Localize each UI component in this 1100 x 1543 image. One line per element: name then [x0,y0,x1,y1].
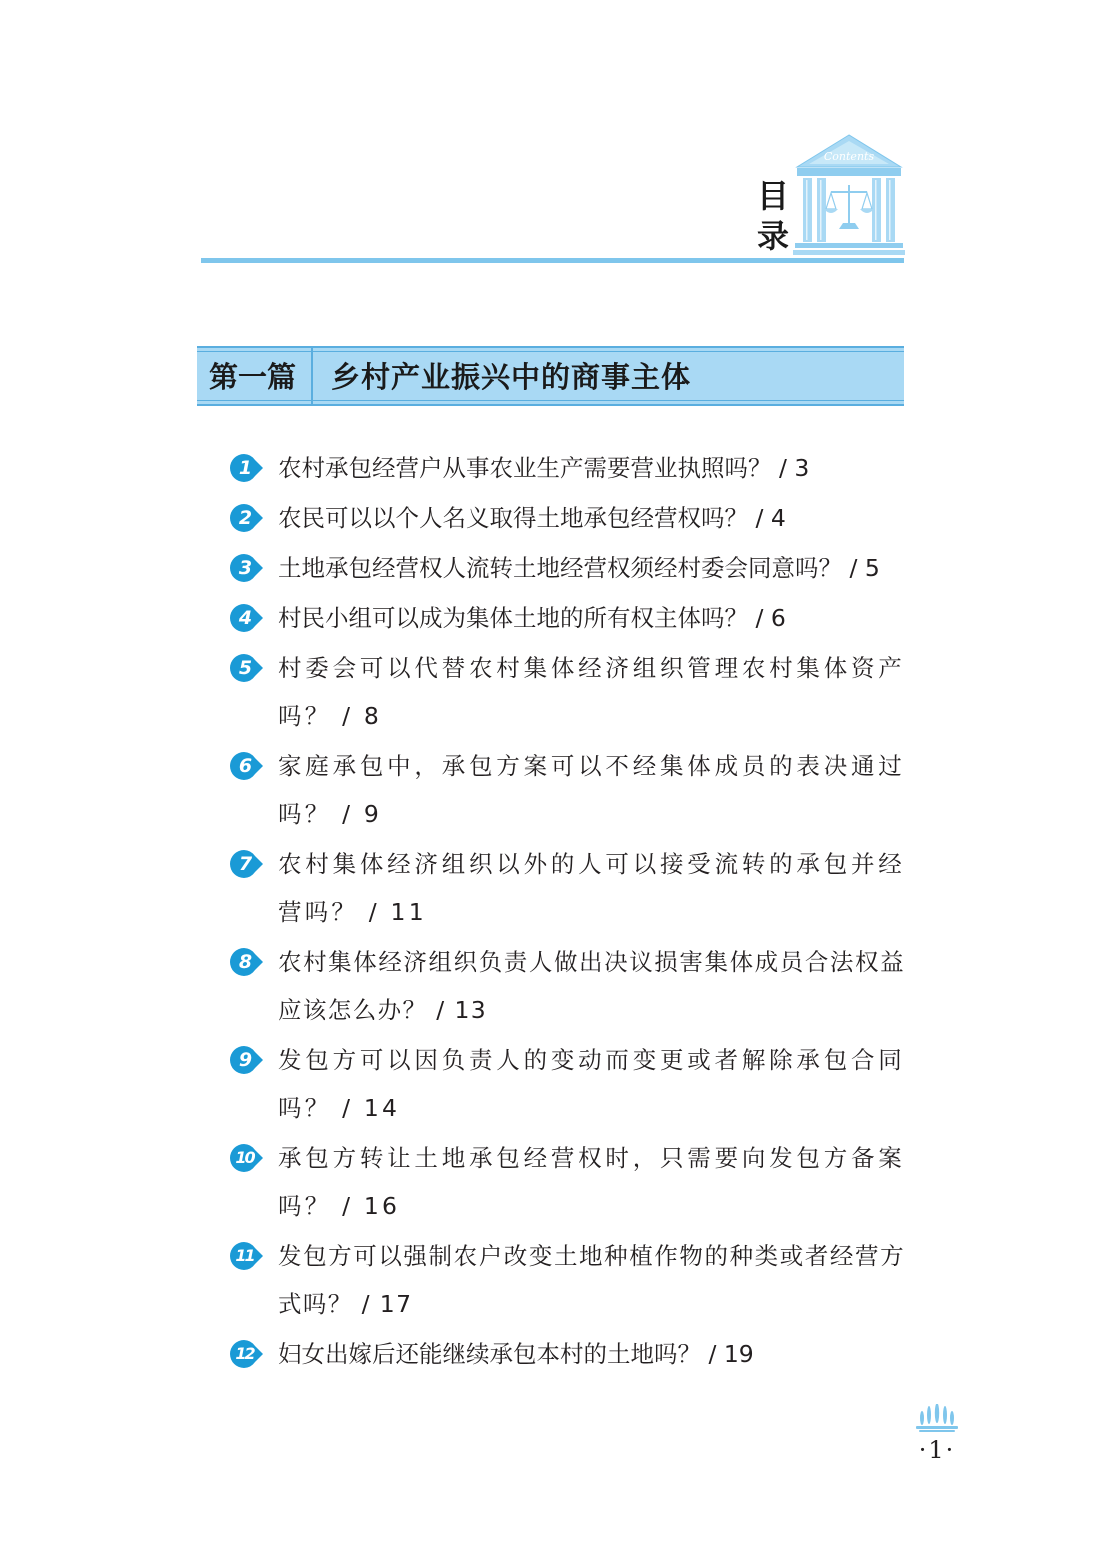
item-text: 发包方可以因负责人的变动而变更或者解除承包合同吗？ / 14 [278,1046,905,1122]
item-text: 村委会可以代替农村集体经济组织管理农村集体资产吗？ / 8 [278,654,905,730]
item-number: 11 [235,1246,254,1265]
number-badge-icon [230,553,264,583]
item-number: 3 [238,557,251,579]
page-number: ·1· [918,1436,956,1464]
item-number: 10 [235,1148,254,1167]
item-text: 承包方转让土地承包经营权时，只需要向发包方备案吗？ / 16 [278,1144,905,1220]
toc-item[interactable] [230,840,905,936]
logo-text: Contents [823,150,875,163]
item-number: 4 [238,607,251,629]
item-number: 12 [235,1344,254,1363]
number-badge-icon [230,947,264,977]
item-number: 2 [238,507,251,529]
toc-list [230,444,905,1380]
item-text: 农村集体经济组织以外的人可以接受流转的承包并经营吗？ / 11 [278,850,905,926]
toc-item[interactable] [230,494,905,542]
number-badge-icon [230,849,264,879]
toc-item[interactable] [230,444,905,492]
item-text: 土地承包经营权人流转土地经营权须经村委会同意吗？ / 5 [278,554,880,582]
toc-item[interactable] [230,594,905,642]
item-text: 农村承包经营户从事农业生产需要营业执照吗？ / 3 [278,454,810,482]
part-title: 乡村产业振兴中的商事主体 [331,360,692,394]
toc-item[interactable] [230,544,905,592]
part-header-bar [197,346,904,406]
item-number: 6 [238,755,251,777]
part-divider [311,348,313,404]
item-number: 5 [238,657,251,679]
number-badge-icon [230,1241,264,1271]
toc-title [754,176,792,256]
part-label: 第一篇 [209,360,297,394]
item-text: 妇女出嫁后还能继续承包本村的土地吗？ / 19 [278,1340,754,1368]
number-badge-icon [230,751,264,781]
wheat-ornament-icon [914,1404,960,1434]
number-badge-icon [230,1045,264,1075]
number-badge-icon [230,1339,264,1369]
toc-item[interactable] [230,1134,905,1230]
toc-item[interactable] [230,1232,905,1328]
toc-item[interactable] [230,1036,905,1132]
number-badge-icon [230,653,264,683]
number-badge-icon [230,603,264,633]
toc-item[interactable] [230,742,905,838]
item-text: 农村集体经济组织负责人做出决议损害集体成员合法权益应该怎么办？ / 13 [278,948,905,1024]
number-badge-icon [230,503,264,533]
item-number: 7 [238,853,251,875]
item-text: 发包方可以强制农户改变土地种植作物的种类或者经营方式吗？ / 17 [278,1242,905,1318]
toc-item[interactable] [230,938,905,1034]
item-text: 家庭承包中，承包方案可以不经集体成员的表决通过吗？ / 9 [278,752,905,828]
item-number: 1 [238,457,251,479]
number-badge-icon [230,1143,264,1173]
toc-item[interactable] [230,1330,905,1378]
item-number: 8 [238,951,251,973]
toc-item[interactable] [230,644,905,740]
toc-title-char-2: 录 [756,217,789,255]
courthouse-logo-icon [793,133,905,259]
number-badge-icon [230,453,264,483]
item-text: 农民可以以个人名义取得土地承包经营权吗？ / 4 [278,504,786,532]
toc-title-char-1: 目 [756,177,789,215]
item-number: 9 [238,1049,251,1071]
item-text: 村民小组可以成为集体土地的所有权主体吗？ / 6 [278,604,786,632]
